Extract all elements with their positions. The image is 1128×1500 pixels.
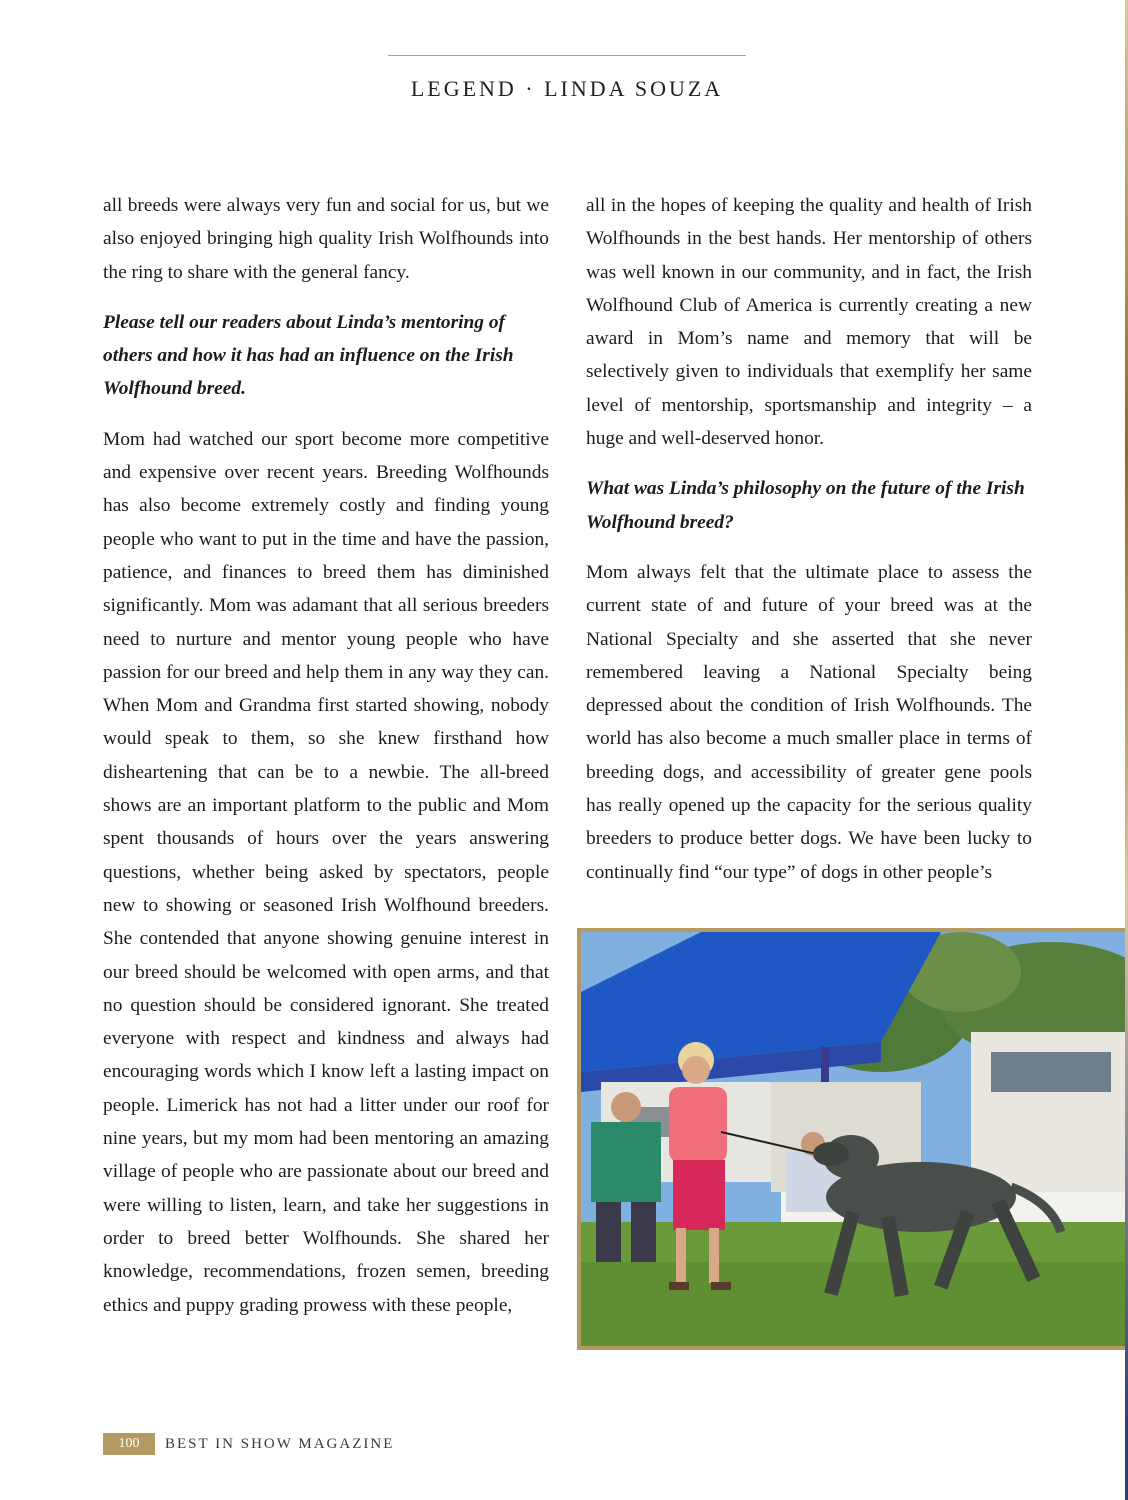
page-footer: [103, 1433, 394, 1455]
right-column: [586, 189, 1032, 906]
left-column: [103, 189, 549, 1339]
dog-show-photo: [577, 928, 1128, 1350]
page-number: 100: [103, 1433, 155, 1455]
interview-question: Please tell our readers about Linda’s mentoring of others and how it has had an influence on the Irish Wolfhound breed.: [103, 311, 514, 400]
running-header: LEGEND · LINDA SOUZA: [410, 76, 724, 101]
body-paragraph: all breeds were always very fun and social for us, but we also enjoyed bringing high quality Irish Wolfhounds into the ring to share with the general fancy.: [103, 195, 549, 283]
body-paragraph: Mom had watched our sport become more competitive and expensive over recent years. Breeding Wolfhounds has also become extremely costly and finding young people who want to put in the time and have the passion, patience, and finances to breed them has diminished significantly. Mom was adamant that all serious breeders need to nurture and mentor young people who have passion for our breed and help them in any way they can. When Mom and Grandma first started showing, nobody would speak to them, so she knew firsthand how disheartening that can be to a newbie. The all-breed shows are an important platform to the public and Mom spent thousands of hours over the years answering questions, whether being asked by spectators, people new to showing or seasoned Irish Wolfhound breeders. She contended that anyone showing genuine interest in our breed should be welcomed with open arms, and that no question should be considered ignorant. She treated everyone with respect and kindness and always had encouraging words which I know left a lasting impact on people. Limerick has not had a litter under our roof for nine years, but my mom had been mentoring an amazing village of people who are passionate about our breed and were willing to listen, learn, and take her suggestions in order to breed better Wolfhounds. She shared her knowledge, recommendations, frozen semen, breeding ethics and puppy grading prowess with these people,: [103, 428, 549, 1316]
body-paragraph: Mom always felt that the ultimate place to assess the current state of and future of your breed was at the National Specialty and she asserted that she never remembered leaving a National Specialty being depressed about the condition of Irish Wolfhounds. The world has also become a much smaller place in terms of breeding dogs, and accessibility of greater gene pools has really opened up the capacity for the serious quality breeders to produce better dogs. We have been lucky to continually find “our type” of dogs in other people’s: [586, 561, 1032, 883]
photo-illustration: [581, 932, 1128, 1346]
header-rule: [388, 55, 746, 56]
body-paragraph: all in the hopes of keeping the quality and health of Irish Wolfhounds in the best hands. Her mentorship of others was well known in our community, and in fact, the Irish Wolfhound Club of America is currently creating a new award in Mom’s name and memory that will be selectively given to individuals that exemplify her same level of mentorship, sportsmanship and integrity – a huge and well-deserved honor.: [586, 195, 1032, 450]
interview-question: What was Linda’s philosophy on the future of the Irish Wolfhound breed?: [586, 478, 1025, 533]
magazine-name: BEST IN SHOW MAGAZINE: [165, 1435, 395, 1452]
